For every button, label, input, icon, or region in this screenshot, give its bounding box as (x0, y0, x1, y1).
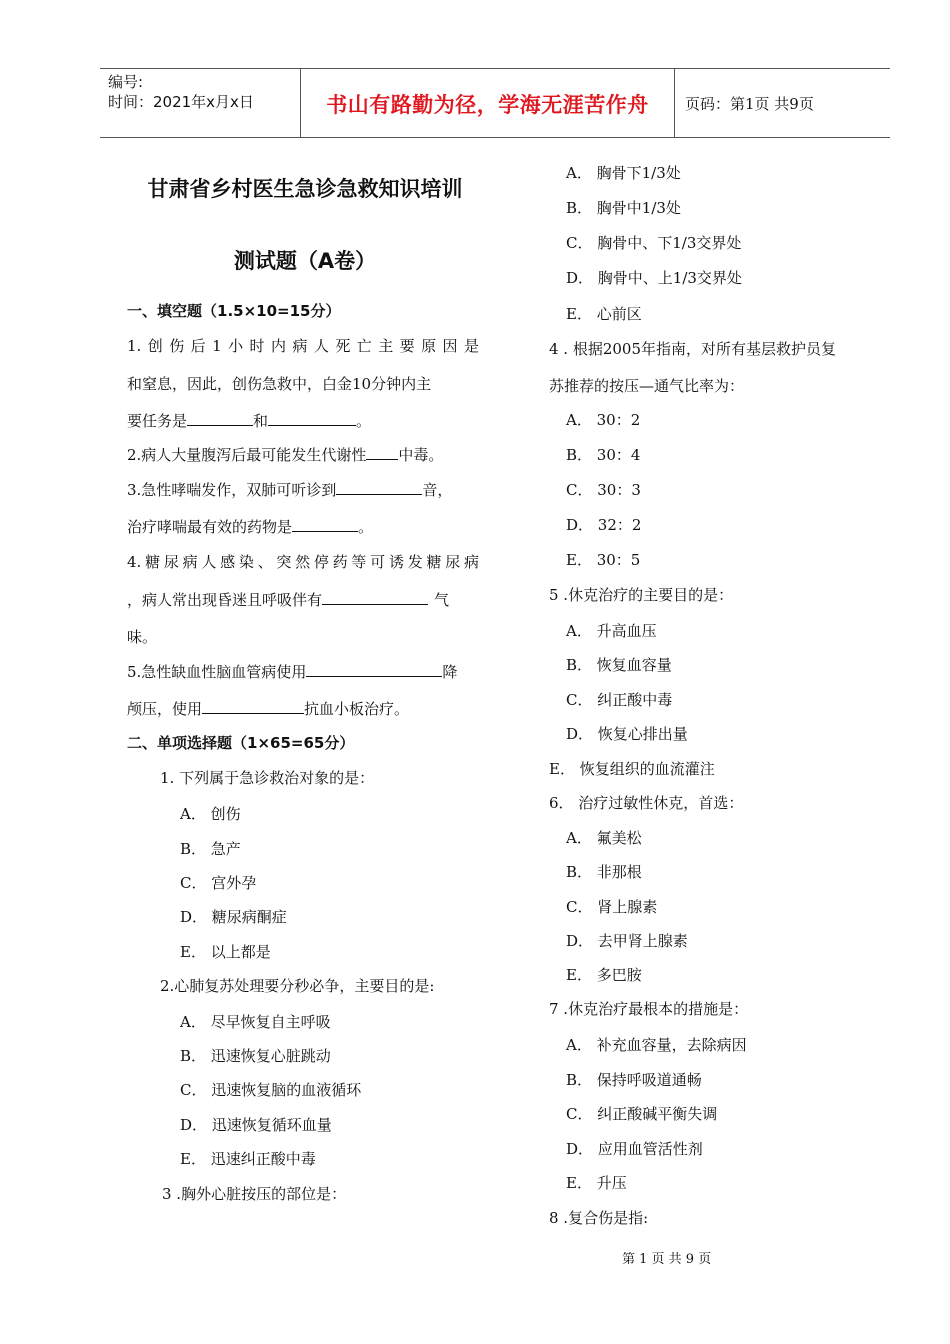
fill-q1-line2: 和窒息，因此，创伤急救中，白金10分钟内主 (127, 375, 432, 393)
fill-q1-text-b: 和 (253, 412, 269, 430)
choice-q2-option: D． 迅速恢复循环血量 (180, 1116, 332, 1134)
fill-q3-text-d: 。 (358, 518, 374, 536)
choice-q1-option: B． 急产 (180, 840, 241, 858)
choice-q4-line2: 苏推荐的按压—通气比率为： (549, 377, 745, 395)
choice-q7-option: E． 升压 (566, 1174, 627, 1192)
answer-blank[interactable] (306, 661, 442, 677)
choice-q4-option: C． 30：3 (566, 481, 641, 499)
choice-q1-option: D． 糖尿病酮症 (180, 908, 287, 926)
fill-q5-text-c: 颅压，使用 (127, 700, 203, 718)
fill-q3-line2 (127, 516, 373, 537)
fill-q4-text-a: ，病人常出现昏迷且呼吸伴有 (127, 591, 323, 609)
fill-q1-text-c: 。 (356, 412, 372, 430)
choice-q6-option: C． 肾上腺素 (566, 898, 658, 916)
fill-q3-text-a: 3.急性哮喘发作，双肺可听诊到 (127, 481, 337, 499)
fill-q4-line3: 味。 (127, 628, 158, 646)
choice-q8: 8 .复合伤是指: (549, 1209, 649, 1227)
choice-q4-option: B． 30：4 (566, 446, 641, 464)
answer-blank[interactable] (187, 410, 253, 426)
fill-q4-line2 (127, 589, 449, 610)
fill-q3-line1 (127, 479, 452, 500)
section1-heading: 一、填空题（1.5×10=15分） (127, 302, 341, 320)
choice-q3-option: E． 心前区 (566, 305, 642, 323)
choice-q2-option: E． 迅速纠正酸中毒 (180, 1150, 316, 1168)
choice-q5-option: B． 恢复血容量 (566, 656, 672, 674)
fill-q5-text-d: 抗血小板治疗。 (304, 700, 410, 718)
choice-q6: 6． 治疗过敏性休克，首选： (549, 794, 744, 812)
fill-q4-text-b: 气 (434, 591, 450, 609)
page-header (100, 68, 890, 138)
document-number-label: 编号: (108, 73, 144, 91)
answer-blank[interactable] (268, 410, 356, 426)
section2-heading: 二、单项选择题（1×65=65分） (127, 734, 355, 752)
fill-q3-text-b: 音， (422, 481, 453, 499)
doc-title-line1: 甘肃省乡村医生急诊急救知识培训 (147, 177, 463, 201)
answer-blank[interactable] (366, 444, 398, 460)
choice-q3: 3 .胸外心脏按压的部位是： (162, 1185, 347, 1203)
choice-q5-option: D． 恢复心排出量 (566, 725, 688, 743)
choice-q6-option: E． 多巴胺 (566, 966, 642, 984)
fill-q5-text-a: 5.急性缺血性脑血管病使用 (127, 663, 307, 681)
header-motto-cell (301, 69, 675, 137)
answer-blank[interactable] (336, 479, 422, 495)
document-time-label: 时间：2021年x月x日 (108, 93, 254, 111)
choice-q3-option: B． 胸骨中1/3处 (566, 199, 681, 217)
fill-q2 (127, 444, 443, 465)
choice-q5: 5 .休克治疗的主要目的是： (549, 586, 734, 604)
answer-blank[interactable] (202, 698, 304, 714)
choice-q5-option: E． 恢复组织的血流灌注 (549, 760, 715, 778)
choice-q7-option: C． 纠正酸碱平衡失调 (566, 1105, 718, 1123)
header-page-info: 页码：第1页 共9页 (685, 95, 814, 113)
choice-q6-option: D． 去甲肾上腺素 (566, 932, 688, 950)
header-motto: 书山有路勤为径，学海无涯苦作舟 (326, 93, 649, 117)
choice-q7-option: A． 补充血容量，去除病因 (566, 1036, 747, 1054)
choice-q1-option: C． 宫外孕 (180, 874, 257, 892)
choice-q2-option: B． 迅速恢复心脏跳动 (180, 1047, 331, 1065)
choice-q4-option: E． 30：5 (566, 551, 641, 569)
doc-title-line2: 测试题（A卷） (233, 249, 377, 273)
fill-q5-text-b: 降 (442, 663, 458, 681)
choice-q3-option: D． 胸骨中、上1/3交界处 (566, 269, 742, 287)
fill-q2-text-b: 中毒。 (398, 446, 444, 464)
answer-blank[interactable] (322, 589, 428, 605)
choice-q7-option: B． 保持呼吸道通畅 (566, 1071, 702, 1089)
fill-q5-line2 (127, 698, 409, 719)
choice-q7: 7 .休克治疗最根本的措施是： (549, 1000, 749, 1018)
choice-q3-option: A． 胸骨下1/3处 (566, 164, 681, 182)
choice-q6-option: B． 非那根 (566, 863, 642, 881)
choice-q7-option: D． 应用血管活性剂 (566, 1140, 703, 1158)
choice-q4-line1: 4 . 根据2005年指南，对所有基层救护员复 (549, 340, 837, 358)
choice-q5-option: C． 纠正酸中毒 (566, 691, 673, 709)
fill-q1-line3 (127, 410, 371, 431)
choice-q3-option: C． 胸骨中、下1/3交界处 (566, 234, 742, 252)
fill-q1-line1: 1.创伤后1小时内病人死亡主要原因是 (127, 337, 479, 355)
fill-q3-text-c: 治疗哮喘最有效的药物是 (127, 518, 293, 536)
choice-q1: 1. 下列属于急诊救治对象的是： (160, 769, 375, 787)
header-meta-cell (100, 69, 301, 137)
choice-q2-option: A． 尽早恢复自主呼吸 (180, 1013, 331, 1031)
fill-q4-line1: 4.糖尿病人感染、突然停药等可诱发糖尿病 (127, 553, 479, 571)
choice-q1-option: A． 创伤 (180, 805, 241, 823)
choice-q5-option: A． 升高血压 (566, 622, 657, 640)
choice-q2: 2.心肺复苏处理要分秒必争，主要目的是: (160, 977, 435, 995)
page-footer: 第 1 页 共 9 页 (622, 1252, 712, 1267)
fill-q2-text-a: 2.病人大量腹泻后最可能发生代谢性 (127, 446, 367, 464)
header-page-cell (675, 69, 890, 137)
choice-q2-option: C． 迅速恢复脑的血液循环 (180, 1081, 362, 1099)
choice-q4-option: A． 30：2 (566, 411, 641, 429)
fill-q5-line1 (127, 661, 457, 682)
choice-q4-option: D． 32：2 (566, 516, 642, 534)
fill-q1-text-a: 要任务是 (127, 412, 188, 430)
choice-q6-option: A． 氟美松 (566, 829, 642, 847)
answer-blank[interactable] (292, 516, 358, 532)
choice-q1-option: E． 以上都是 (180, 943, 271, 961)
